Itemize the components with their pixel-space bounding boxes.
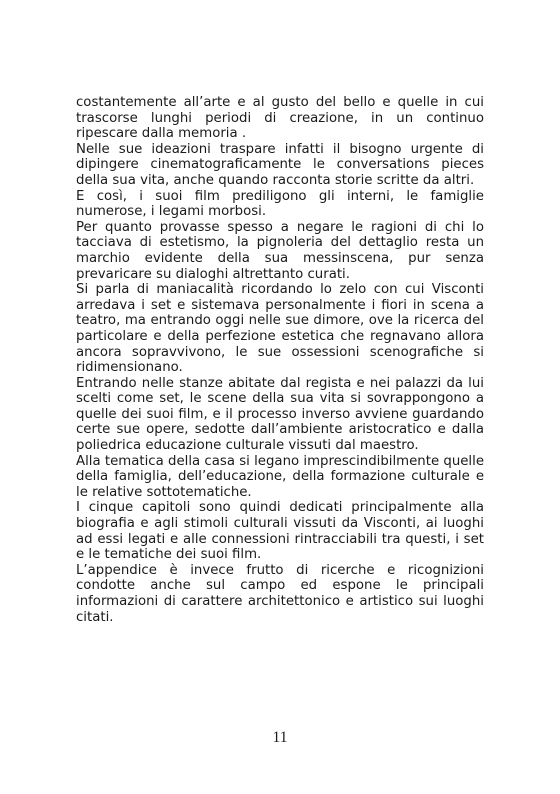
paragraph-interni: E così, i suoi film prediligono gli interni, le famiglie numerose, i legami morbosi.: [76, 188, 484, 220]
paragraph-stanze: Entrando nelle stanze abitate dal regista e nei palazzi da lui scelti come set, le scene della sua vita si sovrappongono a quelle dei suoi film, e il processo inverso avviene guardando certe sue opere, sedotte dall’ambiente aristocratico e dalla poliedrica educazione culturale vissuti dal maestro.: [76, 375, 484, 454]
paragraph-maniacalita: Si parla di maniacalità ricordando lo zelo con cui Visconti arredava i set e sistemava personalmente i fiori in scena a teatro, ma entrando oggi nelle sue dimore, ove la ricerca del particolare e della perfezione estetica che regnavano allora ancora sopravvivono, le sue ossessioni scenografiche si ridimensionano.: [76, 282, 484, 376]
paragraph-ideazioni: Nelle sue ideazioni traspare infatti il bisogno urgente di dipingere cinematograficamente le conversations pieces della sua vita, anche quando racconta storie scritte da altri.: [76, 141, 484, 188]
paragraph-capitoli: I cinque capitoli sono quindi dedicati principalmente alla biografia e agli stimoli culturali vissuti da Visconti, ai luoghi ad essi legati e alle connessioni rintracciabili tra questi, i set e le tematiche dei suoi film.: [76, 500, 484, 563]
paragraph-continuation: costantemente all’arte e al gusto del bello e quelle in cui trascorse lunghi periodi di creazione, in un continuo ripescare dalla memoria .: [76, 95, 484, 142]
paragraph-appendice: L’appendice è invece frutto di ricerche e ricognizioni condotte anche sul campo ed espone le principali informazioni di carattere architettonico e artistico sui luoghi citati.: [76, 562, 484, 625]
paragraph-estetismo: Per quanto provasse spesso a negare le ragioni di chi lo tacciava di estetismo, la pignoleria del dettaglio resta un marchio evidente della sua messinscena, pur senza prevaricare su dialoghi altrettanto curati.: [76, 219, 484, 282]
body-text: [76, 95, 484, 625]
paragraph-casa: Alla tematica della casa si legano imprescindibilmente quelle della famiglia, dell’educazione, della formazione culturale e le relative sottotematiche.: [76, 453, 484, 500]
page-number: 11: [272, 729, 288, 746]
